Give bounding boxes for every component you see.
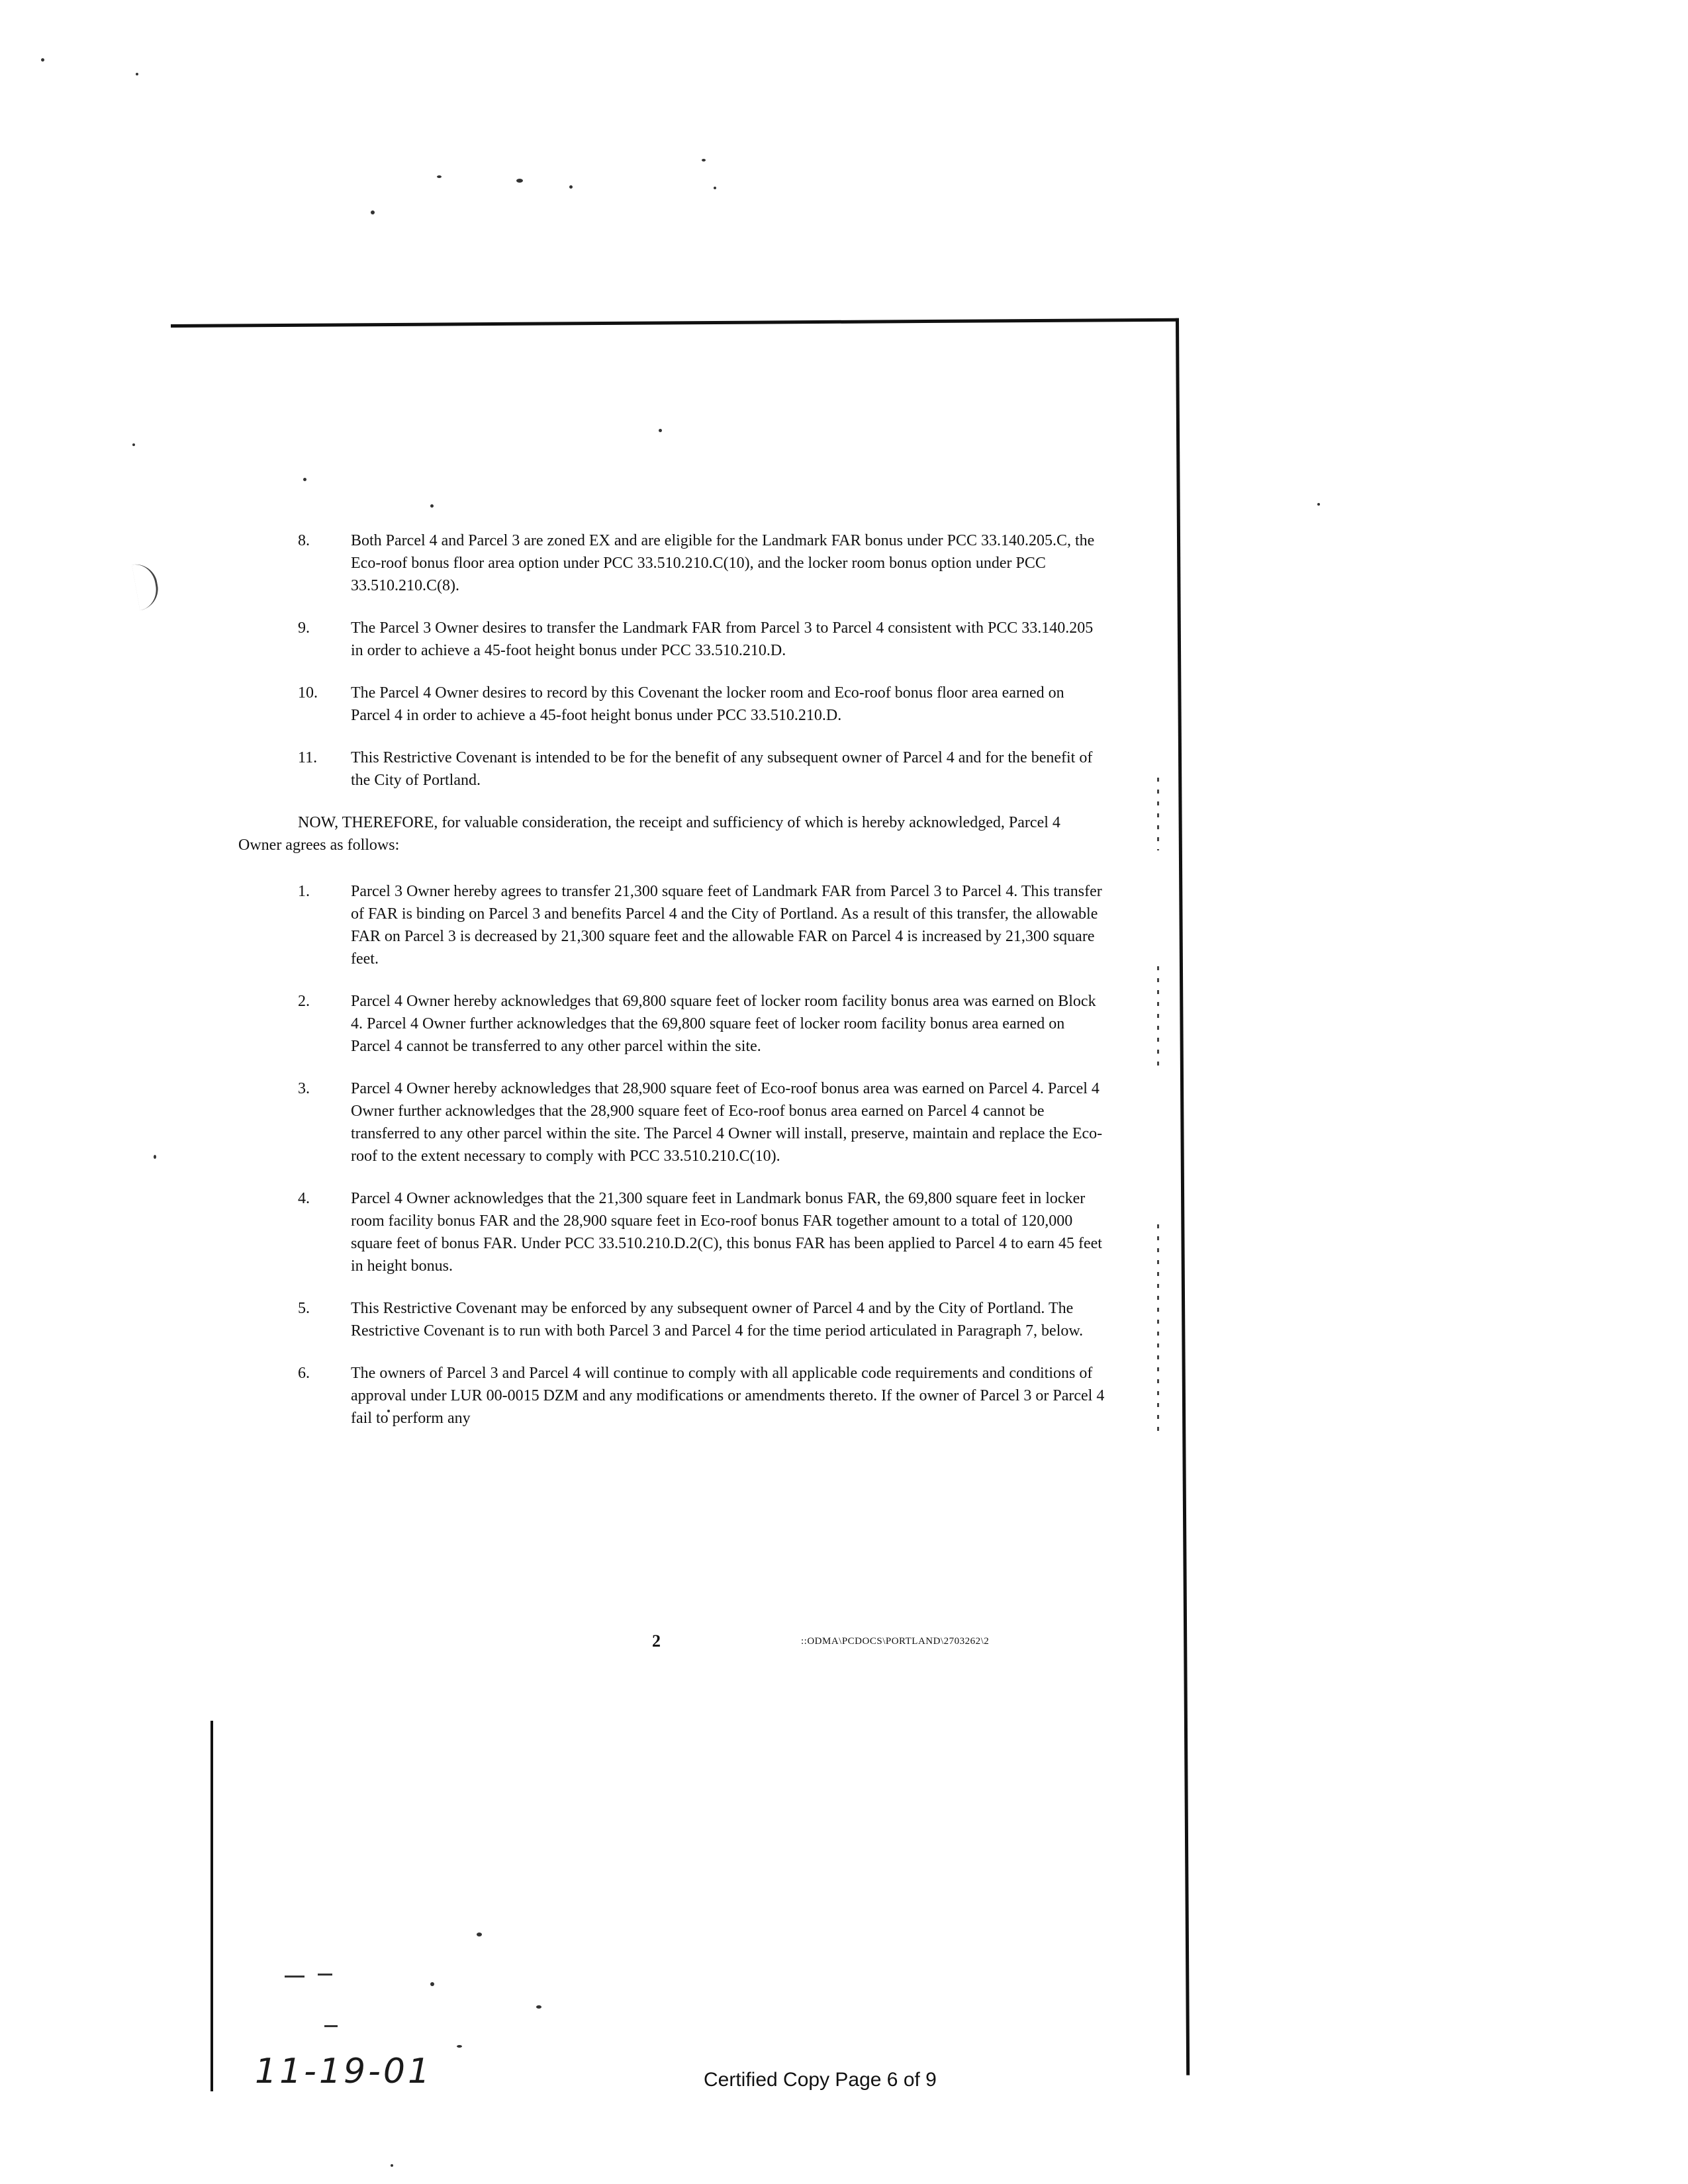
recital-item — [298, 682, 1105, 727]
margin-dash-marks — [1157, 966, 1159, 1072]
item-text: Parcel 4 Owner hereby acknowledges that 69,800 square feet of locker room facility bonus area was earned on Block 4. Parcel 4 Owner further acknowledges that the 69,800 square feet of locker room facility bonus area earned on Parcel 4 cannot be transferred to any other parcel within the site. — [351, 993, 1096, 1055]
scan-speck — [702, 159, 706, 161]
scan-speck — [154, 1155, 156, 1159]
item-number: 11. — [298, 749, 318, 766]
item-number: 10. — [298, 684, 318, 702]
scan-speck — [1317, 503, 1320, 506]
handwritten-date: 11-19-01 — [255, 2052, 433, 2091]
agreement-item — [298, 1362, 1105, 1430]
scan-speck — [324, 2025, 338, 2027]
scan-speck — [136, 73, 138, 75]
scan-speck — [41, 58, 44, 62]
item-text: The Parcel 4 Owner desires to record by this Covenant the locker room and Eco-roof bonus floor area earned on Parcel 4 in order to achieve a 45-foot height bonus under PCC 33.510.210.D. — [351, 684, 1064, 724]
item-text: Parcel 3 Owner hereby agrees to transfer 21,300 square feet of Landmark FAR from Parcel 3 to Parcel 4. This transfer of FAR is binding on Parcel 3 and benefits Parcel 4 and the City of Portland. As a result of this transfer, the allowable FAR on Parcel 3 is decreased by 21,300 square feet and the allowable FAR on Parcel 4 is increased by 21,300 square feet. — [351, 883, 1102, 968]
recital-item — [298, 617, 1105, 662]
agreement-item — [298, 1297, 1105, 1342]
scan-speck — [318, 1974, 332, 1976]
item-number: 3. — [298, 1080, 310, 1097]
file-path: ::ODMA\PCDOCS\PORTLAND\2703262\2 — [801, 1636, 990, 1647]
scan-speck — [477, 1933, 482, 1936]
scan-speck — [516, 179, 523, 183]
item-text: Parcel 4 Owner hereby acknowledges that 28,900 square feet of Eco-roof bonus area was earned on Parcel 4. Parcel 4 Owner further acknowledges that the 28,900 square feet of Eco-roof bonus area earned on Parcel 4 cannot be transferred to any other parcel within the site. The Parcel 4 Owner will install, preserve, maintain and replace the Eco-roof to the extent necessary to comply with PCC 33.510.210.C(10). — [351, 1080, 1103, 1165]
item-text: The owners of Parcel 3 and Parcel 4 will continue to comply with all applicable code requirements and conditions of approval under LUR 00-0015 DZM and any modifications or amendments thereto. If the owner of Parcel 3 or Parcel 4 fail to perform any — [351, 1365, 1105, 1427]
agreement-item — [298, 880, 1105, 970]
item-number: 5. — [298, 1300, 310, 1317]
scan-speck — [285, 1976, 305, 1978]
scan-speck — [457, 2045, 462, 2048]
item-number: 2. — [298, 993, 310, 1010]
scan-speck — [430, 504, 434, 508]
margin-dash-marks — [1157, 778, 1159, 850]
item-text: This Restrictive Covenant is intended to be for the benefit of any subsequent owner of Parcel 4 and for the benefit of the City of Portland. — [351, 749, 1093, 789]
document-border-left — [211, 1721, 213, 2091]
margin-bracket-mark — [132, 561, 162, 611]
scan-speck — [437, 175, 442, 178]
document-body — [238, 529, 1105, 1449]
scan-speck — [569, 185, 573, 189]
scan-speck — [536, 2005, 541, 2009]
scan-speck — [659, 429, 662, 432]
recital-item — [298, 529, 1105, 597]
item-text: The Parcel 3 Owner desires to transfer the Landmark FAR from Parcel 3 to Parcel 4 consistent with PCC 33.140.205 in order to achieve a 45-foot height bonus under PCC 33.510.210.D. — [351, 619, 1094, 659]
scan-speck — [714, 187, 716, 189]
agreement-item — [298, 1077, 1105, 1167]
item-number: 6. — [298, 1365, 310, 1382]
agreement-item — [298, 1187, 1105, 1277]
margin-dash-marks — [1157, 1224, 1159, 1436]
item-text: This Restrictive Covenant may be enforced by any subsequent owner of Parcel 4 and by the City of Portland. The Restrictive Covenant is to run with both Parcel 3 and Parcel 4 for the time period articulated in Paragraph 7, below. — [351, 1300, 1084, 1340]
item-number: 8. — [298, 532, 310, 549]
scan-speck — [371, 210, 375, 214]
recital-item — [298, 747, 1105, 792]
scan-speck — [303, 478, 306, 481]
scan-speck — [391, 2164, 393, 2167]
item-text: Both Parcel 4 and Parcel 3 are zoned EX and are eligible for the Landmark FAR bonus under PCC 33.140.205.C, the Eco-roof bonus floor area option under PCC 33.510.210.C(10), and the locker room bonus option under PCC 33.510.210.C(8). — [351, 532, 1095, 594]
scan-speck — [132, 443, 135, 446]
item-text: Parcel 4 Owner acknowledges that the 21,300 square feet in Landmark bonus FAR, the 69,800 square feet in locker room facility bonus FAR and the 28,900 square feet in Eco-roof bonus FAR together amount to a total of 120,000 square feet of bonus FAR. Under PCC 33.510.210.D.2(C), this bonus FAR has been applied to Parcel 4 to earn 45 feet in height bonus. — [351, 1190, 1102, 1275]
agreement-item — [298, 990, 1105, 1058]
scan-speck — [430, 1982, 434, 1986]
page-number: 2 — [652, 1631, 661, 1651]
item-number: 1. — [298, 883, 310, 900]
agreement-intro: NOW, THEREFORE, for valuable consideration, the receipt and sufficiency of which is hereby acknowledged, Parcel 4 Owner agrees as follows: — [238, 814, 1060, 854]
item-number: 4. — [298, 1190, 310, 1207]
item-number: 9. — [298, 619, 310, 637]
certified-copy-label: Certified Copy Page 6 of 9 — [704, 2069, 937, 2091]
